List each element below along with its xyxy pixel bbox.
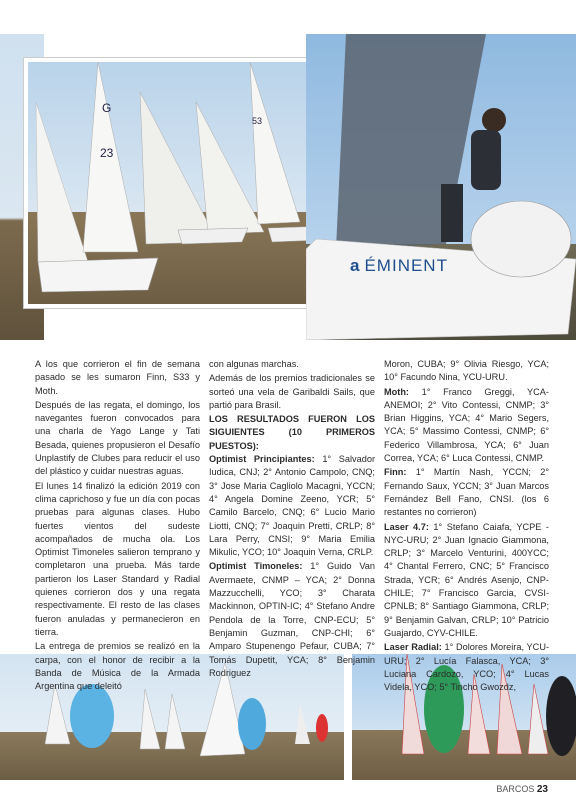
class-name: Optimist Principiantes: — [209, 454, 315, 465]
class-name: Laser Radial: — [384, 642, 442, 653]
class-name: Laser 4.7: — [384, 521, 429, 532]
results-text: 1° Stefano Caiafa, YCPE - NYC-URU; 2° Juan Ignacio Giammona, CRLP; 3° Marcelo Venturini, 400YCC; 4° Chantal Ferrero, CNC; 5° Francisco Strada, YCR; 6° Andrés Asenjo, CNP-CHILE; 7° Francisco Garcia, CVSI-CPNLB; 8° Santiago Giammona, CRLP; 9° Benjamin Galvan, CRLP; 10° Patricio Guajardo, CYV-CHILE. — [384, 521, 549, 638]
results-entry — [384, 358, 549, 385]
class-name: Finn: — [384, 467, 407, 478]
magazine-name: BARCOS — [496, 784, 535, 794]
results-entry — [209, 560, 375, 680]
results-heading: LOS RESULTADOS FUERON LOS SIGUIENTES (10 PRIMEROS PUESTOS): — [209, 414, 375, 451]
results-text: Moron, CUBA; 9° Olivia Riesgo, YCA; 10° Facundo Nina, YCU-URU. — [384, 359, 549, 383]
results-entry — [384, 521, 549, 641]
hull-brand-text — [350, 256, 448, 276]
paragraph: Después de las regata, el domingo, los navegantes fueron convocados para una charla de Yago Lange y Tati Besada, quienes propusieron el Desafío Unplastify de Clubes para reducir el uso del plástico y cuidar nuestras aguas. — [35, 399, 200, 477]
svg-text:53: 53 — [252, 116, 263, 126]
paragraph: La entrega de premios se realizó en la carpa, con el honor de recibir a la Banda de Música de la Armada Argentina que deleitó — [35, 641, 200, 692]
photo-sailor-hiking — [306, 34, 576, 340]
paragraph: con algunas marchas. — [209, 359, 299, 369]
page-footer — [496, 784, 548, 795]
results-entry — [384, 466, 549, 519]
results-text: 1° Martín Nash, YCCN; 2° Fernando Saux, YCCN; 3° Juan Marcos Fernández Bell Fano, CNSI. (los 6 restantes no corrieron) — [384, 467, 549, 518]
page-number: 23 — [536, 784, 548, 795]
photo-sailboats-racing — [24, 58, 340, 308]
sailboats-illustration — [28, 62, 336, 304]
article-column-2 — [209, 358, 375, 681]
paragraph: Además de los premios tradicionales se sorteó una vela de Garibaldi Sails, que partió para Brasil. — [209, 373, 375, 410]
results-entry — [209, 453, 375, 559]
article-column-3 — [384, 358, 549, 695]
results-entry — [384, 641, 549, 694]
results-text: 1° Salvador Iudica, CNJ; 2° Antonio Campolo, CNQ; 3° Jose Maria Cagliolo Macagni, YCCN; 4° Angela Domine Zeeno, YCR; 5° Camilo Barcelo, CNQ; 6° Lucio Mario Liotti, CNQ; 7° Joaquin Pretti, CRLP; 8° Lara Perry, CNSI; 9° Maria Emilia Mikulic, YCO; 10° Joaquin Verna, CRLP. — [209, 454, 375, 558]
results-text: 1° Guido Van Avermaete, CNMP – YCA; 2° Donna Mazzucchelli, YCO; 3° Charata Mackinnon, OPTIN-IC; 4° Stefano Andre Pendola de la Torre, CNP-ECU; 5° Benjamin Guzman, CNP-CHI; 6° Amparo Stupenengo Pefaur, CUBA; 7° Tomás Dupetit, YCA; 8° Benjamin Rodriguez — [209, 561, 375, 678]
hull-brand-name: ÉMINENT — [364, 256, 448, 275]
sailor-illustration — [306, 34, 576, 340]
svg-text:G: G — [102, 101, 112, 115]
results-entry — [384, 386, 549, 466]
paragraph: El lunes 14 finalizó la edición 2019 con clima caprichoso y fue un día con pocas pruebas para algunas clases. Hubo fuertes vientos del sudeste acompañados de mucha ola. Los Optimist Timoneles salieron temprano y completaron una prueba. Más tarde partieron los Laser Standard y Radial quienes corrieron dos y una regata respectivamente. El resto de las clases fueron anuladas y permanecieron en tierra. — [35, 480, 200, 637]
results-text: 1° Dolores Moreira, YCU-URU; 2° Lucía Falasca, YCA; 3° Luciana Cardozo, YCO; 4° Lucas Videla, YCO; 5° Tincho Gwozdz, — [384, 642, 550, 693]
svg-text:23: 23 — [100, 146, 114, 160]
paragraph: A los que corrieron el fin de semana pasado se les sumaron Finn, S33 y Moth. — [35, 359, 200, 396]
class-name: Optimist Timoneles: — [209, 561, 303, 572]
hull-brand-mark: a — [350, 256, 361, 275]
class-name: Moth: — [384, 386, 409, 397]
results-text: 1° Franco Greggi, YCA- ANEMOI; 2° Vito Contessi, CNMP; 3° Brian Higgins, YCA; 4° Mario Segers, YCA; 5° Massimo Contessi, CNMP; 6° Federico Villambrosa, YCA; 6° Juan Correa, YCA; 6° Luca Contessi, CNMP. — [384, 386, 549, 464]
article-column-1 — [35, 358, 200, 694]
